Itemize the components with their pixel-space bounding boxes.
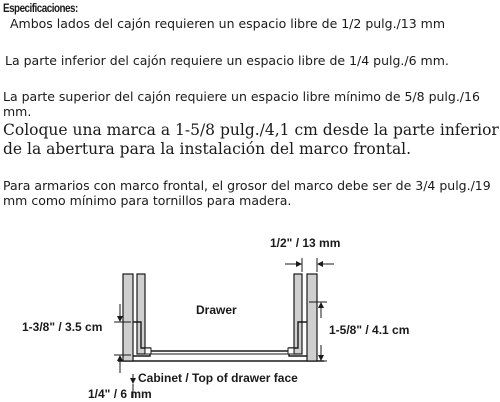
specifications-heading: Especificaciones: bbox=[3, 1, 78, 15]
right-height-label: 1-5/8" / 4.1 cm bbox=[329, 323, 410, 337]
spec-side-clearance: Ambos lados del cajón requieren un espacio libre de 1/2 pulg./13 mm bbox=[10, 16, 446, 31]
drawer-label: Drawer bbox=[196, 303, 237, 317]
spec-top-clearance: La parte superior del cajón requiere un espacio libre mínimo de 5/8 pulg./16 mm. bbox=[3, 89, 480, 119]
cabinet-top-label: Cabinet / Top of drawer face bbox=[138, 371, 298, 385]
spec-bottom-clearance: La parte inferior del cajón requiere un espacio libre de 1/4 pulg./6 mm. bbox=[5, 53, 449, 68]
bottom-clearance-label: 1/4" / 6 mm bbox=[88, 387, 152, 401]
spec-frame-thickness: Para armarios con marco frontal, el grosor del marco debe ser de 3/4 pulg./19 mm como mínimo para tornillos para madera. bbox=[3, 178, 491, 208]
spec-mark-instruction: Coloque una marca a 1-5/8 pulg./4,1 cm desde la parte inferior de la abertura para la instalación del marco frontal. bbox=[3, 121, 499, 158]
right-cabinet-wall bbox=[307, 274, 317, 361]
left-height-label: 1-3/8" / 3.5 cm bbox=[22, 320, 103, 334]
side-clearance-label: 1/2" / 13 mm bbox=[270, 236, 341, 250]
left-cabinet-wall bbox=[123, 274, 133, 361]
drawer-clearance-diagram bbox=[0, 228, 500, 402]
